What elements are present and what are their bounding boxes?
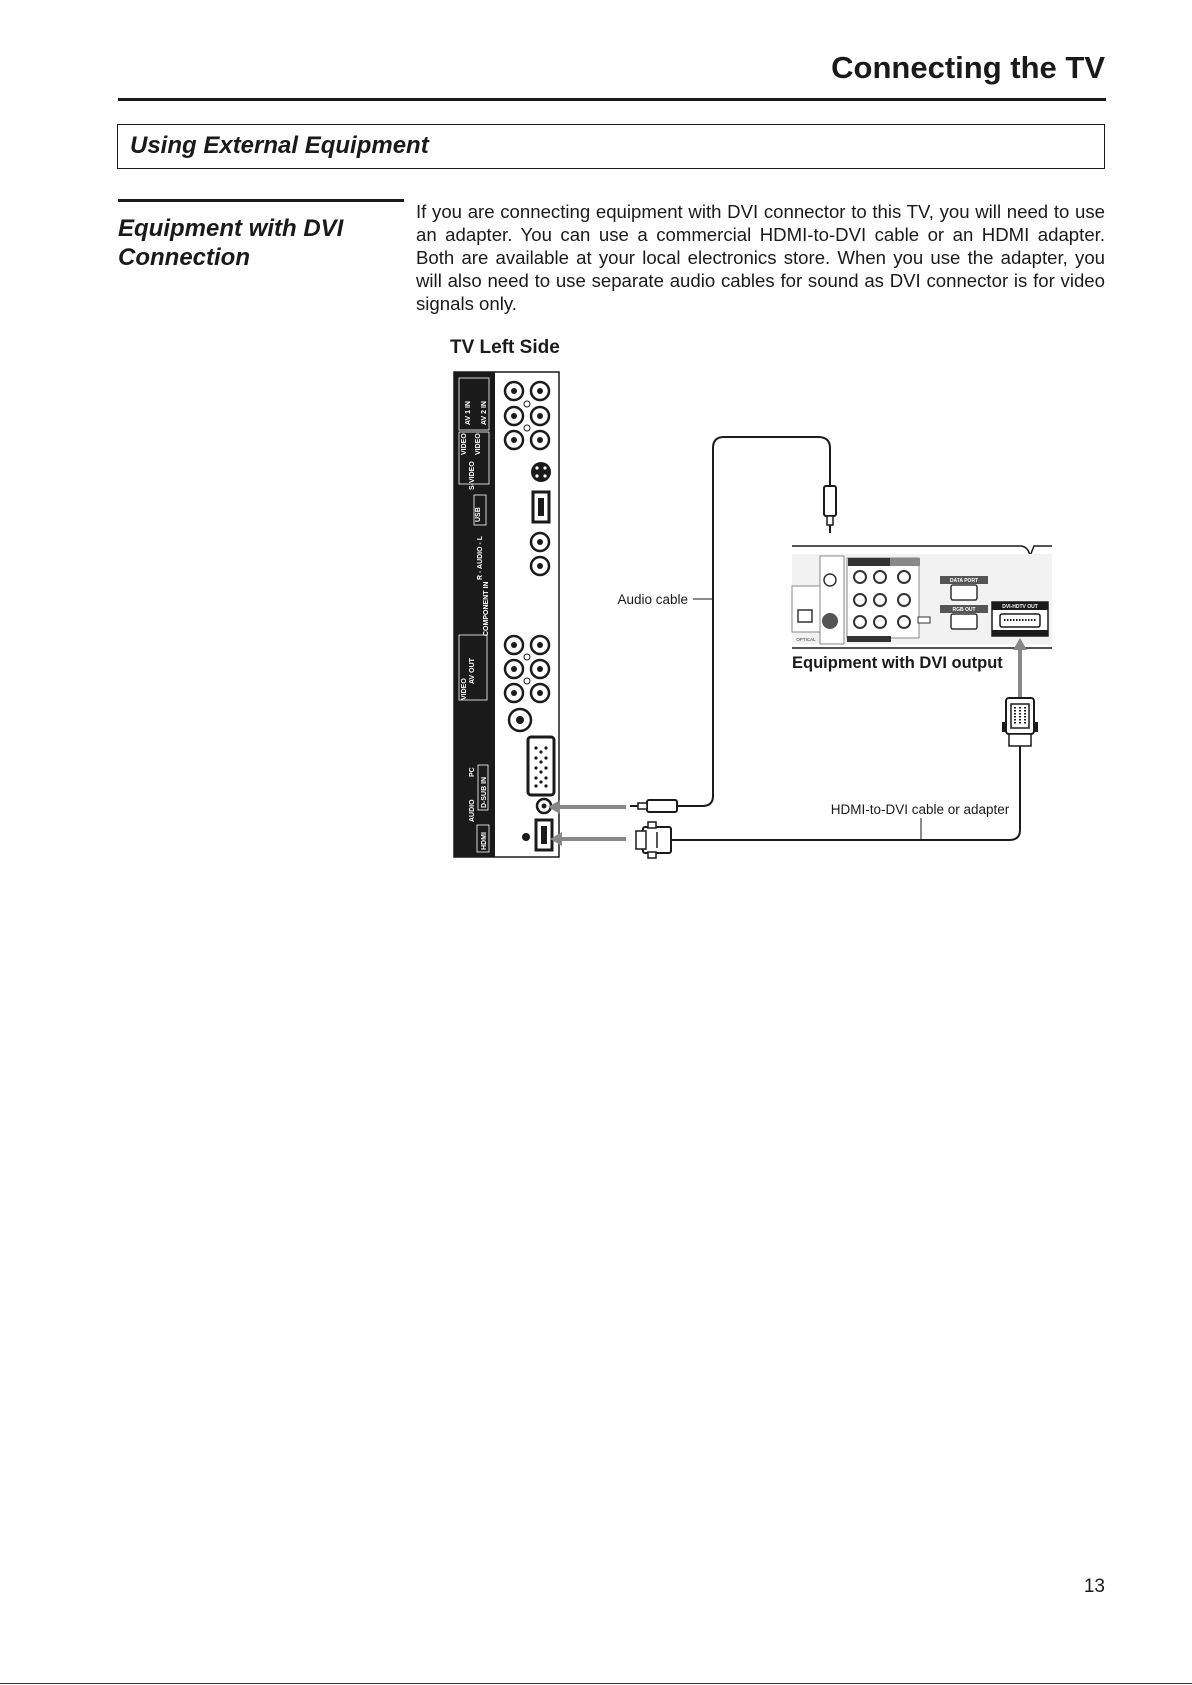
label-s-video: S-VIDEO	[469, 461, 476, 490]
device-label-dvi-out: DVI-HDTV OUT	[1002, 604, 1038, 610]
arrow-audio	[548, 800, 626, 814]
subsection-heading-line1: Equipment with DVI	[118, 215, 344, 242]
hdmi-cable-label: HDMI-to-DVI cable or adapter	[830, 802, 1010, 817]
page-number: 13	[1083, 1576, 1105, 1597]
device-label-data-port: DATA PORT	[949, 578, 979, 584]
s-video-jack	[531, 462, 551, 482]
section-title: Using External Equipment	[130, 132, 429, 159]
label-video-1: VIDEO	[461, 433, 468, 455]
audio-cable-label: Audio cable	[617, 592, 688, 607]
label-av2-in: AV 2 IN	[481, 401, 488, 425]
dvi-plug	[1002, 698, 1038, 746]
label-pc: PC	[469, 767, 476, 777]
label-usb: USB	[475, 507, 482, 522]
label-video-3: VIDEO	[461, 678, 468, 700]
device-label-rgb-out: RGB OUT	[952, 607, 976, 613]
label-hdmi: HDMI	[481, 832, 488, 850]
arrow-dvi	[1013, 638, 1027, 698]
label-av1-in: AV 1 IN	[465, 401, 472, 425]
bottom-rule	[0, 1683, 1192, 1684]
label-audio-rl: R - AUDIO - L	[477, 535, 484, 580]
label-av-out: AV OUT	[469, 658, 476, 684]
equipment-label: Equipment with DVI output	[792, 654, 1003, 672]
label-component-in: COMPONENT IN	[483, 581, 490, 636]
dvi-equipment-panel	[792, 546, 1052, 648]
label-video-2: VIDEO	[475, 433, 482, 455]
label-d-sub-in: D-SUB IN	[481, 776, 488, 808]
device-label-optical: OPTICAL	[796, 637, 816, 642]
d-sub-port	[528, 737, 554, 795]
body-paragraph: If you are connecting equipment with DVI connector to this TV, you will need to use an adapter. You can use a commercial HDMI-to-DVI cable or an HDMI adapter. Both are available at your local electronics store. When you use the adapter, you will also need to use separate audio cables for sound as DVI connector is for video signals only.	[416, 201, 1105, 314]
page-title: Connecting the TV	[831, 50, 1105, 85]
label-audio: AUDIO	[469, 799, 476, 822]
arrow-hdmi	[550, 832, 626, 846]
tv-side-label: TV Left Side	[450, 337, 560, 358]
subsection-heading-line2: Connection	[118, 244, 250, 271]
tv-side-panel	[454, 372, 559, 857]
